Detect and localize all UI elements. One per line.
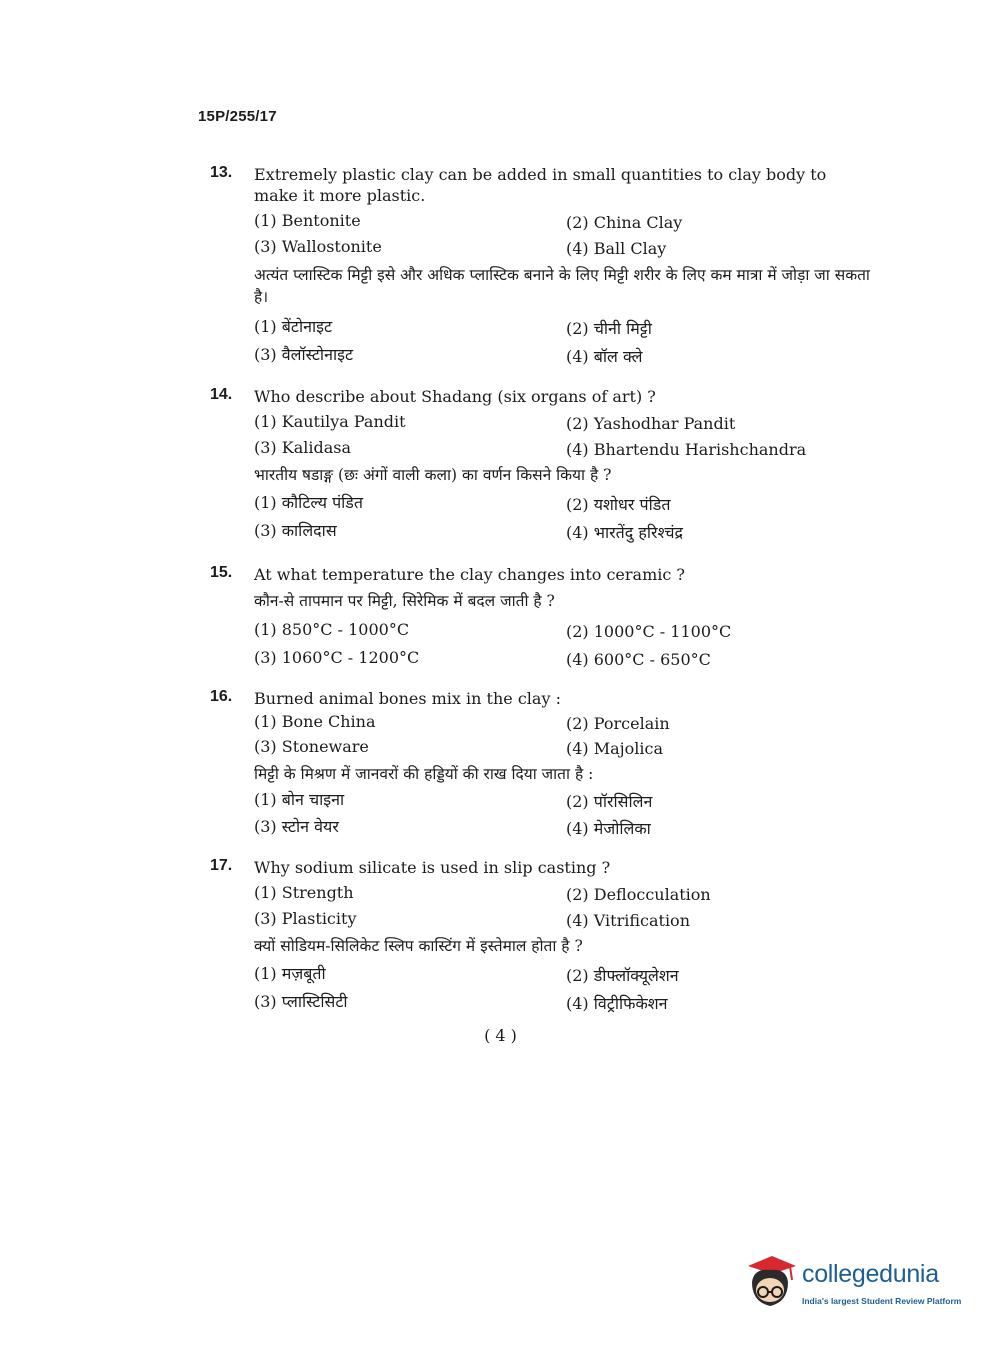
option-3: (3) 1060°C - 1200°C (254, 648, 420, 667)
brand-name: collegedunia (802, 1260, 939, 1288)
option-hi-4: (4) भारतेंदु हरिश्चंद्र (566, 523, 684, 542)
question-text-hi: मिट्टी के मिश्रण में जानवरों की हड्डियों की राख दिया जाता है : (254, 765, 594, 783)
option-en-4: (4) Vitrification (566, 911, 690, 930)
option-hi-2: (2) डीफ्लॉक्यूलेशन (566, 966, 679, 985)
option-en-3: (3) Stoneware (254, 737, 369, 756)
option-en-2: (2) Deflocculation (566, 885, 711, 904)
question-text-en: At what temperature the clay changes into ceramic ? (254, 565, 685, 584)
option-hi-2: (2) चीनी मिट्टी (566, 319, 652, 338)
question-number: 16. (210, 688, 233, 705)
option-en-1: (1) Bentonite (254, 211, 361, 230)
question-text-hi: भारतीय षडाङ्ग (छः अंगों वाली कला) का वर्णन किसने किया है ? (254, 466, 612, 484)
option-en-3: (3) Kalidasa (254, 438, 352, 457)
option-hi-1: (1) कौटिल्य पंडित (254, 493, 363, 512)
option-4: (4) 600°C - 650°C (566, 650, 711, 669)
question-number: 15. (210, 564, 233, 581)
mascot-icon (742, 1252, 800, 1314)
option-en-2: (2) Yashodhar Pandit (566, 414, 736, 433)
option-hi-1: (1) बोन चाइना (254, 790, 345, 809)
paper-code: 15P/255/17 (198, 108, 277, 125)
option-hi-4: (4) मेजोलिका (566, 819, 651, 838)
option-en-4: (4) Bhartendu Harishchandra (566, 440, 807, 459)
collegedunia-watermark (742, 1252, 972, 1314)
option-hi-2: (2) पॉरसिलिन (566, 792, 653, 811)
option-hi-3: (3) कालिदास (254, 521, 337, 540)
question-text-en: Burned animal bones mix in the clay : (254, 689, 561, 708)
option-en-1: (1) Bone China (254, 712, 376, 731)
option-hi-3: (3) प्लास्टिसिटी (254, 992, 348, 1011)
option-en-2: (2) China Clay (566, 213, 683, 232)
option-en-4: (4) Ball Clay (566, 239, 667, 258)
question-text-en: Who describe about Shadang (six organs of art) ? (254, 387, 656, 406)
option-hi-3: (3) स्टोन वेयर (254, 817, 339, 836)
option-hi-4: (4) बॉल क्ले (566, 347, 643, 366)
option-hi-3: (3) वैलॉस्टोनाइट (254, 345, 354, 364)
question-text-hi: कौन-से तापमान पर मिट्टी, सिरेमिक में बदल जाती है ? (254, 592, 555, 610)
question-text-en: Extremely plastic clay can be added in small quantities to clay body to make it more plastic. (254, 165, 827, 205)
option-en-4: (4) Majolica (566, 739, 663, 758)
page-number: ( 4 ) (484, 1026, 517, 1045)
option-hi-2: (2) यशोधर पंडित (566, 495, 671, 514)
brand-tagline: India's largest Student Review Platform (802, 1296, 962, 1306)
option-en-1: (1) Strength (254, 883, 354, 902)
option-2: (2) 1000°C - 1100°C (566, 622, 732, 641)
option-en-3: (3) Plasticity (254, 909, 357, 928)
question-number: 14. (210, 386, 233, 403)
option-hi-1: (1) बेंटोनाइट (254, 317, 333, 336)
option-hi-4: (4) विट्रीफिकेशन (566, 994, 668, 1013)
question-text-hi: क्यों सोडियम-सिलिकेट स्लिप कास्टिंग में इस्तेमाल होता है ? (254, 937, 583, 955)
question-text-hi: अत्यंत प्लास्टिक मिट्टी इसे और अधिक प्लास्टिक बनाने के लिए मिट्टी शरीर के लिए कम मात्रा में जोड़ा जा सकता है। (254, 266, 870, 306)
question-number: 13. (210, 164, 233, 181)
option-en-2: (2) Porcelain (566, 714, 670, 733)
option-en-3: (3) Wallostonite (254, 237, 382, 256)
question-number: 17. (210, 857, 233, 874)
option-hi-1: (1) मज़बूती (254, 964, 326, 983)
option-en-1: (1) Kautilya Pandit (254, 412, 406, 431)
option-1: (1) 850°C - 1000°C (254, 620, 410, 639)
question-text-en: Why sodium silicate is used in slip casting ? (254, 858, 611, 877)
